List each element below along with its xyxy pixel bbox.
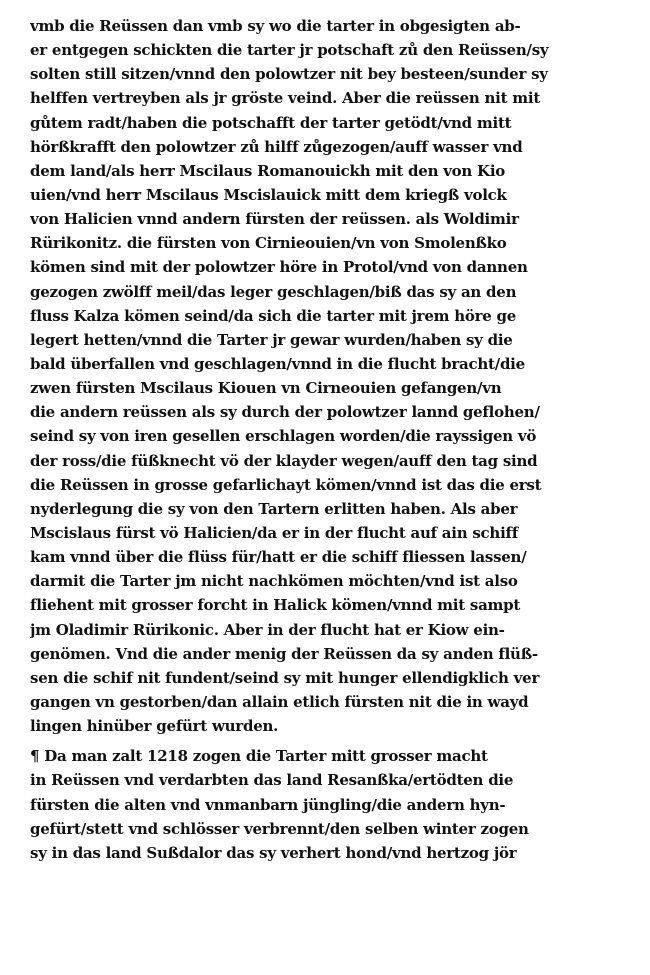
text-line: Rürikonitz. die fürsten von Cirnieouien/vn von Smolenßko bbox=[30, 234, 507, 253]
text-line: fluss Kalza kömen seind/da sich die tarter mit jrem höre ge bbox=[30, 306, 517, 325]
text-line: gůtem radt/haben die potschafft der tarter getödt/vnd mitt bbox=[30, 113, 512, 132]
text-line: seind sy von iren gesellen erschlagen worden/die rayssigen vö bbox=[30, 427, 537, 446]
text-line: kömen sind mit der polowtzer höre in Protol/vnd von dannen bbox=[30, 258, 528, 277]
text-line: Mscislaus fürst vö Halicien/da er in der flucht auf ain schiff bbox=[30, 523, 518, 542]
text-line: uien/vnd herr Mscilaus Mscislauick mitt dem kriegß volck bbox=[30, 185, 507, 204]
text-line: die Reüssen in grosse gefarlichayt kömen/vnnd ist das die erst bbox=[30, 475, 542, 494]
text-line: zwen fürsten Mscilaus Kiouen vn Cirneouien gefangen/vn bbox=[30, 379, 502, 398]
text-line: kam vnnd über die flüss für/hatt er die schiff fliessen lassen/ bbox=[30, 548, 527, 567]
text-line: gefürt/stett vnd schlösser verbrennt/den selben winter zogen bbox=[30, 819, 529, 838]
page-text-block bbox=[30, 14, 626, 865]
text-line: ¶ Da man zalt 1218 zogen die Tarter mitt grosser macht bbox=[30, 747, 488, 766]
text-line: vmb die Reüssen dan vmb sy wo die tarter in obgesigten ab- bbox=[30, 17, 521, 35]
text-line: fürsten die alten vnd vnmanbarn jüngling/die andern hyn- bbox=[30, 795, 506, 814]
text-line: fliehent mit grosser forcht in Halick kömen/vnnd mit sampt bbox=[30, 596, 521, 615]
text-line: jm Oladimir Rürikonic. Aber in der flucht hat er Kiow ein- bbox=[30, 620, 505, 639]
paragraph-1218-invasion bbox=[30, 744, 626, 865]
text-line: sen die schif nit fundent/seind sy mit hunger ellendigklich ver bbox=[30, 668, 540, 687]
text-line: solten still sitzen/vnnd den polowtzer nit bey besteen/sunder sy bbox=[30, 65, 548, 84]
text-line: darmit die Tarter jm nicht nachkömen möchten/vnd ist also bbox=[30, 572, 518, 591]
text-line: gezogen zwölff meil/das leger geschlagen/biß das sy an den bbox=[30, 282, 517, 301]
paragraph-battle-of-kalka bbox=[30, 14, 626, 738]
text-line: gangen vn gestorben/dan allain etlich fürsten nit die in wayd bbox=[30, 692, 529, 711]
text-line: genömen. Vnd die ander menig der Reüssen da sy anden flüß- bbox=[30, 644, 538, 663]
text-line: der ross/die füßknecht vö der klayder wegen/auff den tag sind bbox=[30, 451, 538, 470]
text-line: in Reüssen vnd verdarbten das land Resanßka/ertödten die bbox=[30, 771, 514, 790]
text-line: nyderlegung die sy von den Tartern erlitten haben. Als aber bbox=[30, 499, 518, 518]
text-line: von Halicien vnnd andern fürsten der reüssen. als Woldimir bbox=[30, 210, 519, 229]
text-line: lingen hinüber gefürt wurden. bbox=[30, 717, 279, 736]
text-line: die andern reüssen als sy durch der polowtzer lannd geflohen/ bbox=[30, 403, 540, 422]
text-line: legert hetten/vnnd die Tarter jr gewar wurden/haben sy die bbox=[30, 330, 513, 349]
text-line: dem land/als herr Mscilaus Romanouickh mit den von Kio bbox=[30, 161, 506, 180]
text-line: helffen vertreyben als jr gröste veind. Aber die reüssen nit mit bbox=[30, 89, 541, 108]
text-line: hörßkrafft den polowtzer zů hilff zůgezogen/auff wasser vnd bbox=[30, 137, 523, 156]
text-line: sy in das land Sußdalor das sy verhert hond/vnd hertzog jör bbox=[30, 843, 517, 862]
text-line: er entgegen schickten die tarter jr potschaft zů den Reüssen/sy bbox=[30, 41, 549, 60]
text-line: bald überfallen vnd geschlagen/vnnd in die flucht bracht/die bbox=[30, 354, 525, 373]
